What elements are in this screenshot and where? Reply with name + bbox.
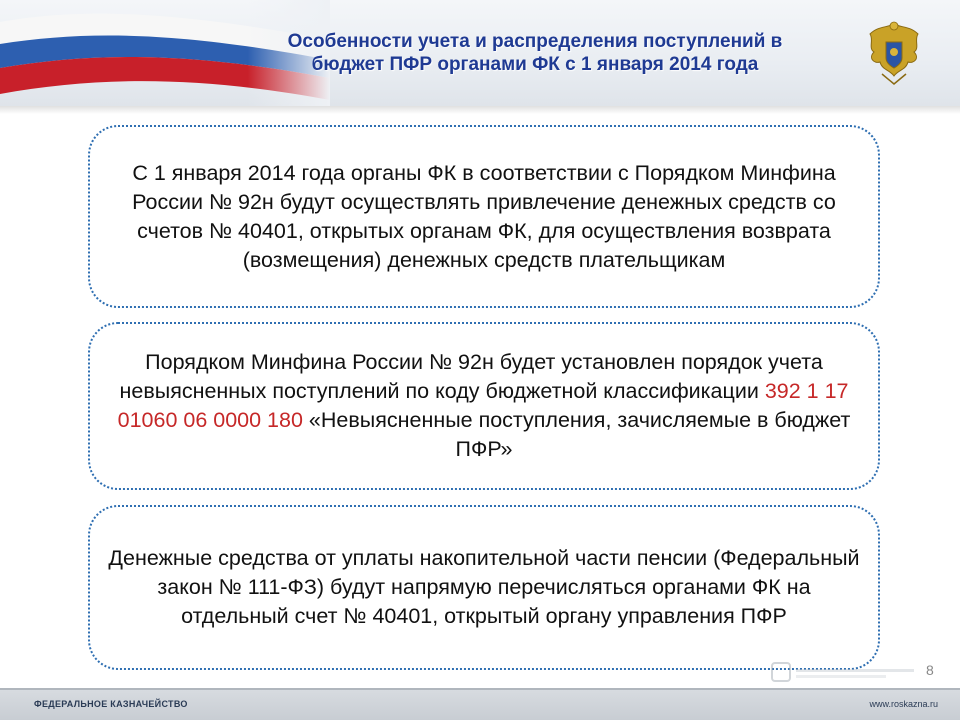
info-box-2-text-before: Порядком Минфина России № 92н будет установлен порядок учета невыясненных поступлений по коду бюджетной классификации (119, 350, 823, 403)
watermark-logo-icon (770, 655, 920, 689)
title-line-2: бюджет ПФР органами ФК с 1 января 2014 года (311, 54, 759, 75)
header-shadow (0, 106, 960, 114)
budget-classification-code: 392 1 17 01060 06 0000 180 (117, 379, 849, 432)
info-box-3-text: Денежные средства от уплаты накопительной части пенсии (Федеральный закон № 111-ФЗ) будут напрямую перечисляться органами ФК на отдельный счет № 40401, открытый органу управления ПФР (108, 546, 860, 628)
info-box-2 (88, 322, 880, 490)
slide-title (215, 30, 855, 76)
info-box-1 (88, 125, 880, 308)
info-box-2-text-after: «Невыясненные поступления, зачисляемые в бюджет ПФР» (302, 408, 851, 461)
title-line-1: Особенности учета и распределения поступлений в (287, 31, 783, 52)
info-box-2-text (104, 348, 864, 464)
footer-organization: ФЕДЕРАЛЬНОЕ КАЗНАЧЕЙСТВО (34, 699, 188, 709)
info-box-3 (88, 505, 880, 670)
treasury-emblem-icon (860, 18, 928, 90)
info-box-1-text: С 1 января 2014 года органы ФК в соответствии с Порядком Минфина России № 92н будут осуществлять привлечение денежных средств со счетов № 40401, открытых органам ФК, для осуществления возврата (возмещения) денежных средств плательщикам (132, 160, 836, 272)
footer-website-link[interactable]: www.roskazna.ru (869, 699, 938, 709)
slide-header (0, 0, 960, 106)
page-number: 8 (926, 662, 934, 678)
